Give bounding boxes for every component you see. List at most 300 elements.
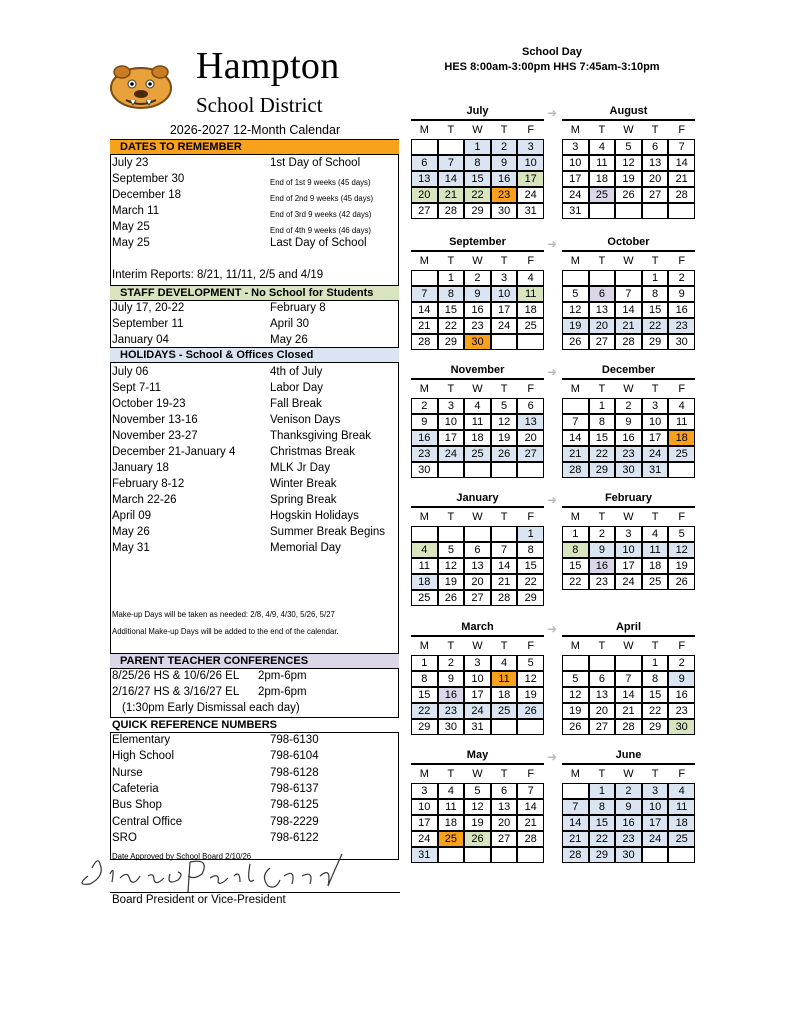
day-cell: 8 <box>589 799 616 815</box>
day-cell: 29 <box>589 462 616 478</box>
weekday-header: M <box>570 640 580 652</box>
day-cell: 14 <box>615 302 642 318</box>
day-cell: 15 <box>464 171 491 187</box>
weekday-header: T <box>651 768 659 780</box>
conference-date: 2/16/27 HS & 3/16/27 EL <box>112 686 240 698</box>
signature-label: Board President or Vice-President <box>112 894 286 906</box>
day-cell: 24 <box>491 318 518 334</box>
day-cell: 16 <box>615 430 642 446</box>
holiday-date: May 31 <box>112 542 150 554</box>
weekday-header: M <box>570 511 580 523</box>
conference-time: 2pm-6pm <box>258 686 307 698</box>
day-cell: 19 <box>517 687 544 703</box>
date-event: End of 4th 9 weeks (46 days) <box>270 226 371 235</box>
day-cell: 15 <box>589 815 616 831</box>
month-rule <box>562 635 695 637</box>
day-cell: 8 <box>589 414 616 430</box>
empty-day-cell <box>517 719 544 735</box>
day-cell: 3 <box>615 526 642 542</box>
day-cell: 12 <box>491 414 518 430</box>
day-cell: 3 <box>438 398 465 414</box>
weekday-header: T <box>500 383 508 395</box>
day-cell: 2 <box>589 526 616 542</box>
day-cell: 27 <box>589 334 616 350</box>
day-cell: 24 <box>642 831 669 847</box>
holiday-date: May 26 <box>112 526 150 538</box>
empty-day-cell <box>411 526 438 542</box>
day-cell: 17 <box>491 302 518 318</box>
empty-day-cell <box>517 847 544 863</box>
day-cell: 30 <box>615 847 642 863</box>
holidays-heading: HOLIDAYS - School & Offices Closed <box>110 347 399 363</box>
holiday-name: Spring Break <box>270 494 337 506</box>
day-cell: 22 <box>438 318 465 334</box>
day-cell: 23 <box>411 446 438 462</box>
empty-day-cell <box>589 655 616 671</box>
day-cell: 18 <box>438 815 465 831</box>
weekday-header: T <box>598 383 606 395</box>
empty-day-cell <box>491 526 518 542</box>
day-cell: 16 <box>668 687 695 703</box>
day-cell: 25 <box>642 574 669 590</box>
day-cell: 31 <box>411 847 438 863</box>
month-rule <box>562 378 695 380</box>
conference-time: 2pm-6pm <box>258 670 307 682</box>
day-cell: 27 <box>589 719 616 735</box>
holiday-date: March 22-26 <box>112 494 177 506</box>
day-cell: 11 <box>642 542 669 558</box>
weekday-header: T <box>447 511 455 523</box>
day-cell: 4 <box>438 783 465 799</box>
contact-name: SRO <box>112 831 137 844</box>
weekday-header: T <box>651 511 659 523</box>
weekday-header: F <box>527 511 535 523</box>
empty-day-cell <box>668 847 695 863</box>
school-day-title: School Day <box>522 46 582 58</box>
date-event: End of 1st 9 weeks (45 days) <box>270 178 371 187</box>
weekday-header: W <box>623 383 634 395</box>
day-cell: 11 <box>668 799 695 815</box>
signature-line <box>110 892 400 893</box>
month-title-november: November <box>450 364 505 376</box>
weekday-header: F <box>527 124 535 136</box>
day-cell: 12 <box>668 542 695 558</box>
month-title-march: March <box>461 621 494 633</box>
day-cell: 5 <box>491 398 518 414</box>
weekday-header: T <box>500 124 508 136</box>
empty-day-cell <box>438 526 465 542</box>
arrow-icon: ➜ <box>547 365 558 379</box>
contact-name: Nurse <box>112 766 143 779</box>
day-cell: 5 <box>562 286 589 302</box>
day-cell: 7 <box>491 542 518 558</box>
day-cell: 25 <box>491 703 518 719</box>
school-day-times: HES 8:00am-3:00pm HHS 7:45am-3:10pm <box>444 61 660 73</box>
weekday-header: M <box>570 383 580 395</box>
day-cell: 20 <box>411 187 438 203</box>
day-cell: 3 <box>562 139 589 155</box>
day-cell: 21 <box>517 815 544 831</box>
day-cell: 1 <box>642 655 669 671</box>
day-cell: 13 <box>491 799 518 815</box>
weekday-header: W <box>472 124 483 136</box>
day-cell: 14 <box>562 430 589 446</box>
day-cell: 26 <box>668 574 695 590</box>
day-cell: 8 <box>464 155 491 171</box>
weekday-header: M <box>570 768 580 780</box>
day-cell: 22 <box>642 703 669 719</box>
signature <box>70 846 360 898</box>
day-cell: 13 <box>517 414 544 430</box>
holiday-date: Sept 7-11 <box>112 382 162 394</box>
day-cell: 16 <box>464 302 491 318</box>
empty-day-cell <box>491 847 518 863</box>
weekday-header: F <box>527 640 535 652</box>
empty-day-cell <box>464 462 491 478</box>
day-cell: 19 <box>668 558 695 574</box>
contact-number: 798-6122 <box>270 831 319 844</box>
weekday-header: M <box>419 640 429 652</box>
day-cell: 25 <box>438 831 465 847</box>
month-title-july: July <box>466 105 489 117</box>
month-title-december: December <box>601 364 656 376</box>
day-cell: 10 <box>615 542 642 558</box>
day-cell: 1 <box>589 783 616 799</box>
holiday-name: Memorial Day <box>270 542 341 554</box>
weekday-header: W <box>472 255 483 267</box>
day-cell: 14 <box>491 558 518 574</box>
day-cell: 11 <box>668 414 695 430</box>
date-label: December 18 <box>112 189 182 201</box>
day-cell: 3 <box>491 270 518 286</box>
day-cell: 12 <box>517 671 544 687</box>
empty-day-cell <box>562 783 589 799</box>
empty-day-cell <box>642 203 669 219</box>
empty-day-cell <box>491 462 518 478</box>
empty-day-cell <box>562 398 589 414</box>
month-title-august: August <box>609 105 648 117</box>
day-cell: 16 <box>668 302 695 318</box>
day-cell: 31 <box>464 719 491 735</box>
day-cell: 23 <box>615 446 642 462</box>
staff-dev-date: September 11 <box>112 318 184 330</box>
day-cell: 14 <box>411 302 438 318</box>
day-cell: 8 <box>562 542 589 558</box>
day-cell: 29 <box>517 590 544 606</box>
day-cell: 24 <box>642 446 669 462</box>
day-cell: 12 <box>438 558 465 574</box>
day-cell: 20 <box>491 815 518 831</box>
day-cell: 28 <box>562 462 589 478</box>
day-cell: 17 <box>615 558 642 574</box>
day-cell: 11 <box>517 286 544 302</box>
holiday-name: Labor Day <box>270 382 324 394</box>
day-cell: 25 <box>517 318 544 334</box>
weekday-header: W <box>472 768 483 780</box>
day-cell: 29 <box>589 847 616 863</box>
day-cell: 9 <box>411 414 438 430</box>
day-cell: 23 <box>668 318 695 334</box>
month-title-september: September <box>449 236 506 248</box>
holiday-date: December 21-January 4 <box>112 446 236 458</box>
contact-name: Cafeteria <box>112 782 159 795</box>
day-cell: 28 <box>615 334 642 350</box>
empty-day-cell <box>615 655 642 671</box>
day-cell: 2 <box>411 398 438 414</box>
month-title-may: May <box>466 749 489 761</box>
empty-day-cell <box>464 526 491 542</box>
weekday-header: T <box>500 511 508 523</box>
date-label: May 25 <box>112 237 150 249</box>
day-cell: 1 <box>438 270 465 286</box>
day-cell: 8 <box>642 286 669 302</box>
month-title-june: June <box>615 749 642 761</box>
contact-name: High School <box>112 750 175 763</box>
weekday-header: M <box>570 124 580 136</box>
day-cell: 21 <box>615 703 642 719</box>
weekday-header: F <box>678 511 686 523</box>
day-cell: 14 <box>438 171 465 187</box>
day-cell: 15 <box>562 558 589 574</box>
day-cell: 8 <box>642 671 669 687</box>
day-cell: 17 <box>642 815 669 831</box>
empty-day-cell <box>589 203 616 219</box>
day-cell: 8 <box>517 542 544 558</box>
holiday-name: Winter Break <box>270 478 337 490</box>
day-cell: 24 <box>615 574 642 590</box>
day-cell: 23 <box>668 703 695 719</box>
weekday-header: W <box>623 124 634 136</box>
day-cell: 14 <box>562 815 589 831</box>
day-cell: 10 <box>517 155 544 171</box>
day-cell: 22 <box>464 187 491 203</box>
weekday-header: W <box>623 511 634 523</box>
day-cell: 15 <box>411 687 438 703</box>
day-cell: 27 <box>464 590 491 606</box>
day-cell: 19 <box>438 574 465 590</box>
day-cell: 5 <box>615 139 642 155</box>
day-cell: 6 <box>589 671 616 687</box>
day-cell: 18 <box>668 815 695 831</box>
day-cell: 11 <box>411 558 438 574</box>
day-cell: 30 <box>491 203 518 219</box>
day-cell: 1 <box>642 270 669 286</box>
day-cell: 7 <box>615 286 642 302</box>
day-cell: 7 <box>668 139 695 155</box>
day-cell: 30 <box>464 334 491 350</box>
weekday-header: M <box>419 255 429 267</box>
staff-dev-date: July 17, 20-22 <box>112 302 185 314</box>
day-cell: 19 <box>491 430 518 446</box>
day-cell: 2 <box>615 783 642 799</box>
day-cell: 3 <box>517 139 544 155</box>
weekday-header: W <box>623 768 634 780</box>
day-cell: 20 <box>642 171 669 187</box>
weekday-header: T <box>447 124 455 136</box>
day-cell: 9 <box>668 671 695 687</box>
day-cell: 28 <box>491 590 518 606</box>
month-rule <box>562 119 695 121</box>
day-cell: 19 <box>562 703 589 719</box>
empty-day-cell <box>438 139 465 155</box>
day-cell: 13 <box>464 558 491 574</box>
empty-day-cell <box>562 270 589 286</box>
ptc-heading: PARENT TEACHER CONFERENCES <box>110 653 399 669</box>
day-cell: 17 <box>464 687 491 703</box>
day-cell: 24 <box>562 187 589 203</box>
day-cell: 18 <box>642 558 669 574</box>
day-cell: 3 <box>411 783 438 799</box>
day-cell: 2 <box>464 270 491 286</box>
day-cell: 10 <box>642 799 669 815</box>
day-cell: 29 <box>438 334 465 350</box>
day-cell: 18 <box>464 430 491 446</box>
weekday-header: M <box>419 768 429 780</box>
month-title-october: October <box>607 236 650 248</box>
contact-name: Elementary <box>112 734 171 746</box>
day-cell: 7 <box>562 799 589 815</box>
day-cell: 17 <box>438 430 465 446</box>
weekday-header: T <box>447 255 455 267</box>
day-cell: 25 <box>411 590 438 606</box>
holiday-name: Summer Break Begins <box>270 526 386 538</box>
day-cell: 13 <box>411 171 438 187</box>
day-cell: 27 <box>517 446 544 462</box>
day-cell: 9 <box>589 542 616 558</box>
contact-number: 798-6130 <box>270 734 319 746</box>
holiday-date: July 06 <box>112 366 149 378</box>
day-cell: 30 <box>668 334 695 350</box>
month-title-april: April <box>615 621 642 633</box>
day-cell: 20 <box>589 703 616 719</box>
weekday-header: T <box>598 640 606 652</box>
day-cell: 26 <box>562 334 589 350</box>
day-cell: 28 <box>615 719 642 735</box>
day-cell: 26 <box>517 703 544 719</box>
day-cell: 21 <box>615 318 642 334</box>
contact-name: Central Office <box>112 815 183 828</box>
day-cell: 2 <box>668 655 695 671</box>
day-cell: 6 <box>517 398 544 414</box>
day-cell: 12 <box>464 799 491 815</box>
day-cell: 31 <box>517 203 544 219</box>
day-cell: 4 <box>642 526 669 542</box>
date-event: Last Day of School <box>270 237 367 249</box>
day-cell: 11 <box>491 671 518 687</box>
day-cell: 4 <box>491 655 518 671</box>
month-title-february: February <box>604 492 653 504</box>
day-cell: 26 <box>464 831 491 847</box>
day-cell: 21 <box>562 831 589 847</box>
date-label: May 25 <box>112 221 150 233</box>
weekday-header: T <box>598 255 606 267</box>
day-cell: 11 <box>589 155 616 171</box>
day-cell: 17 <box>517 171 544 187</box>
day-cell: 15 <box>589 430 616 446</box>
day-cell: 9 <box>464 286 491 302</box>
holiday-name: Fall Break <box>270 398 322 410</box>
day-cell: 7 <box>562 414 589 430</box>
day-cell: 9 <box>615 414 642 430</box>
arrow-icon: ➜ <box>547 622 558 636</box>
day-cell: 21 <box>438 187 465 203</box>
day-cell: 30 <box>438 719 465 735</box>
day-cell: 9 <box>438 671 465 687</box>
contact-number: 798-2229 <box>270 815 319 828</box>
day-cell: 19 <box>562 318 589 334</box>
approval-date: Date Approved by School Board 2/10/26 <box>112 852 252 861</box>
day-cell: 20 <box>464 574 491 590</box>
day-cell: 7 <box>517 783 544 799</box>
day-cell: 27 <box>642 187 669 203</box>
holiday-name: MLK Jr Day <box>270 462 331 474</box>
day-cell: 25 <box>668 446 695 462</box>
weekday-header: F <box>678 768 686 780</box>
conference-date: 8/25/26 HS & 10/6/26 EL <box>112 670 240 682</box>
weekday-header: M <box>419 124 429 136</box>
staff-dev-date: April 30 <box>270 318 309 330</box>
day-cell: 16 <box>589 558 616 574</box>
day-cell: 25 <box>668 831 695 847</box>
day-cell: 20 <box>517 430 544 446</box>
weekday-header: W <box>472 383 483 395</box>
day-cell: 21 <box>668 171 695 187</box>
day-cell: 24 <box>438 446 465 462</box>
day-cell: 7 <box>438 155 465 171</box>
weekday-header: T <box>651 640 659 652</box>
day-cell: 4 <box>668 398 695 414</box>
day-cell: 7 <box>411 286 438 302</box>
holiday-name: Venison Days <box>270 414 341 426</box>
holiday-name: Christmas Break <box>270 446 355 458</box>
day-cell: 10 <box>642 414 669 430</box>
day-cell: 17 <box>642 430 669 446</box>
day-cell: 1 <box>411 655 438 671</box>
day-cell: 5 <box>668 526 695 542</box>
day-cell: 22 <box>562 574 589 590</box>
day-cell: 21 <box>562 446 589 462</box>
date-label: July 23 <box>112 157 149 169</box>
day-cell: 8 <box>411 671 438 687</box>
day-cell: 14 <box>517 799 544 815</box>
day-cell: 19 <box>615 171 642 187</box>
day-cell: 22 <box>517 574 544 590</box>
weekday-header: W <box>472 640 483 652</box>
weekday-header: T <box>598 768 606 780</box>
day-cell: 21 <box>491 574 518 590</box>
day-cell: 30 <box>411 462 438 478</box>
month-title-january: January <box>456 492 499 504</box>
day-cell: 30 <box>615 462 642 478</box>
weekday-header: T <box>447 768 455 780</box>
bulldog-logo <box>108 62 174 110</box>
day-cell: 5 <box>438 542 465 558</box>
day-cell: 18 <box>589 171 616 187</box>
day-cell: 25 <box>589 187 616 203</box>
day-cell: 24 <box>517 187 544 203</box>
day-cell: 18 <box>668 430 695 446</box>
day-cell: 10 <box>491 286 518 302</box>
day-cell: 13 <box>642 155 669 171</box>
empty-day-cell <box>438 462 465 478</box>
holiday-date: November 13-16 <box>112 414 198 426</box>
day-cell: 16 <box>615 815 642 831</box>
holiday-date: October 19-23 <box>112 398 186 410</box>
holiday-name: 4th of July <box>270 366 323 378</box>
day-cell: 17 <box>562 171 589 187</box>
empty-day-cell <box>668 462 695 478</box>
day-cell: 16 <box>438 687 465 703</box>
